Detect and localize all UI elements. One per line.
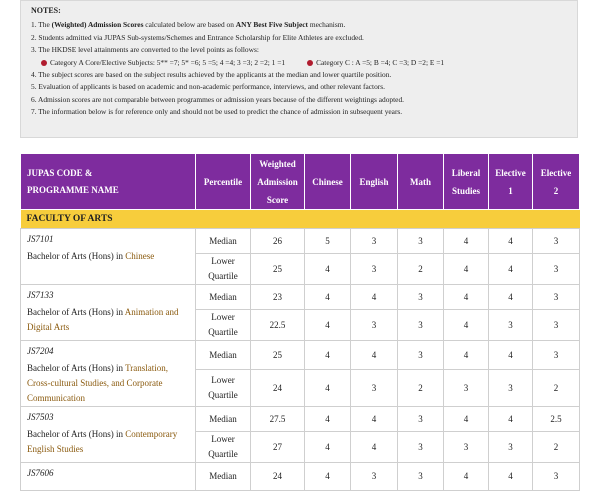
liberal-cell: 4 (444, 407, 489, 432)
english-cell: 4 (351, 407, 398, 432)
score-cell: 26 (251, 229, 305, 254)
chinese-cell: 4 (305, 254, 351, 285)
english-cell: 3 (351, 370, 398, 407)
header-liberal: Liberal Studies (444, 154, 489, 210)
table-row (21, 285, 580, 310)
programme-cell (21, 341, 196, 407)
english-cell: 4 (351, 341, 398, 370)
math-cell: 3 (398, 285, 444, 310)
programme-cell (21, 463, 196, 491)
header-math: Math (398, 154, 444, 210)
table-row (21, 407, 580, 432)
note-6: 6. Admission scores are not comparable between programmes or admission years because of the different weightings adopted. (31, 94, 404, 104)
programme-code: JS7204 (27, 346, 54, 356)
table-row (21, 341, 580, 370)
english-cell: 4 (351, 285, 398, 310)
math-cell: 3 (398, 341, 444, 370)
elective2-cell: 3 (533, 285, 580, 310)
header-score: Weighted Admission Score (251, 154, 305, 210)
english-cell: 3 (351, 310, 398, 341)
liberal-cell: 3 (444, 370, 489, 407)
percentile-cell: Lower Quartile (196, 254, 251, 285)
chinese-cell: 4 (305, 285, 351, 310)
programme-name: Bachelor of Arts (Hons) in Animation and Digital Arts (27, 307, 179, 332)
elective2-cell: 2.5 (533, 407, 580, 432)
math-cell: 3 (398, 463, 444, 491)
elective1-cell: 4 (489, 229, 533, 254)
percentile-cell: Median (196, 285, 251, 310)
percentile-cell: Lower Quartile (196, 432, 251, 463)
note-7: 7. The information below is for reference only and should not be used to predict the chance of admission in subsequent years. (31, 107, 403, 117)
faculty-label: FACULTY OF ARTS (21, 210, 580, 229)
score-cell: 22.5 (251, 310, 305, 341)
chinese-cell: 4 (305, 310, 351, 341)
programme-cell (21, 285, 196, 341)
math-cell: 2 (398, 254, 444, 285)
header-english: English (351, 154, 398, 210)
elective1-cell: 4 (489, 254, 533, 285)
bullet-icon (307, 60, 313, 66)
liberal-cell: 4 (444, 310, 489, 341)
english-cell: 3 (351, 254, 398, 285)
admission-scores-table (20, 153, 580, 491)
header-elective1: Elective 1 (489, 154, 533, 210)
header-chinese: Chinese (305, 154, 351, 210)
programme-code: JS7101 (27, 234, 54, 244)
elective2-cell: 3 (533, 229, 580, 254)
elective1-cell: 4 (489, 463, 533, 491)
math-cell: 3 (398, 432, 444, 463)
header-elective2: Elective 2 (533, 154, 580, 210)
percentile-cell: Lower Quartile (196, 370, 251, 407)
chinese-cell: 4 (305, 407, 351, 432)
programme-name: Bachelor of Arts (Hons) in Chinese (27, 251, 155, 261)
elective2-cell: 3 (533, 341, 580, 370)
score-cell: 25 (251, 341, 305, 370)
header-programme: JUPAS CODE & PROGRAMME NAME (21, 154, 196, 210)
programme-name: Bachelor of Arts (Hons) in Contemporary English Studies (27, 429, 178, 454)
programme-code: JS7503 (27, 412, 54, 422)
elective1-cell: 4 (489, 341, 533, 370)
score-cell: 27.5 (251, 407, 305, 432)
note-3: 3. The HKDSE level attainments are converted to the level points as follows: (31, 45, 259, 55)
table-row (21, 229, 580, 254)
math-cell: 3 (398, 310, 444, 341)
math-cell: 2 (398, 370, 444, 407)
elective2-cell: 3 (533, 463, 580, 491)
score-cell: 24 (251, 370, 305, 407)
chinese-cell: 4 (305, 432, 351, 463)
elective2-cell: 3 (533, 254, 580, 285)
chinese-cell: 4 (305, 341, 351, 370)
notes-panel (20, 0, 578, 138)
elective1-cell: 3 (489, 432, 533, 463)
score-cell: 27 (251, 432, 305, 463)
percentile-cell: Median (196, 229, 251, 254)
english-cell: 3 (351, 463, 398, 491)
table-row (21, 463, 580, 491)
math-cell: 3 (398, 407, 444, 432)
liberal-cell: 4 (444, 229, 489, 254)
liberal-cell: 4 (444, 285, 489, 310)
note-3-categories: Category A Core/Elective Subjects: 5** =7; 5* =6; 5 =5; 4 =4; 3 =3; 2 =2; 1 =1 Category C : A =5; B =4; C =3; D =2; E =1 (31, 57, 567, 69)
programme-cell (21, 229, 196, 285)
header-percentile: Percentile (196, 154, 251, 210)
elective2-cell: 2 (533, 370, 580, 407)
percentile-cell: Median (196, 341, 251, 370)
chinese-cell: 4 (305, 370, 351, 407)
faculty-row (21, 210, 580, 229)
note-1: 1. The (Weighted) Admission Scores calculated below are based on ANY Best Five Subject mechanism. (31, 20, 346, 30)
note-2: 2. Students admitted via JUPAS Sub-systems/Schemes and Entrance Scholarship for Elite Athletes are excluded. (31, 32, 364, 42)
elective1-cell: 4 (489, 407, 533, 432)
elective2-cell: 2 (533, 432, 580, 463)
percentile-cell: Lower Quartile (196, 310, 251, 341)
score-cell: 25 (251, 254, 305, 285)
elective1-cell: 3 (489, 370, 533, 407)
chinese-cell: 4 (305, 463, 351, 491)
liberal-cell: 4 (444, 341, 489, 370)
table-header-row (21, 154, 580, 210)
elective2-cell: 3 (533, 310, 580, 341)
bullet-icon (41, 60, 47, 66)
programme-code: JS7133 (27, 290, 54, 300)
programme-name: Bachelor of Arts (Hons) in Translation, Cross-cultural Studies, and Corporate Communication (27, 363, 168, 403)
chinese-cell: 5 (305, 229, 351, 254)
score-cell: 24 (251, 463, 305, 491)
liberal-cell: 4 (444, 254, 489, 285)
math-cell: 3 (398, 229, 444, 254)
percentile-cell: Median (196, 463, 251, 491)
programme-cell (21, 407, 196, 463)
percentile-cell: Median (196, 407, 251, 432)
note-4: 4. The subject scores are based on the subject results achieved by the applicants at the median and lower quartile position. (31, 70, 392, 80)
elective1-cell: 4 (489, 285, 533, 310)
programme-code: JS7606 (27, 468, 54, 478)
liberal-cell: 4 (444, 463, 489, 491)
liberal-cell: 3 (444, 432, 489, 463)
english-cell: 3 (351, 229, 398, 254)
notes-title: NOTES: (31, 6, 61, 15)
english-cell: 4 (351, 432, 398, 463)
elective1-cell: 3 (489, 310, 533, 341)
score-cell: 23 (251, 285, 305, 310)
note-5: 5. Evaluation of applicants is based on academic and non-academic performance, interviews, and other relevant factors. (31, 82, 385, 92)
